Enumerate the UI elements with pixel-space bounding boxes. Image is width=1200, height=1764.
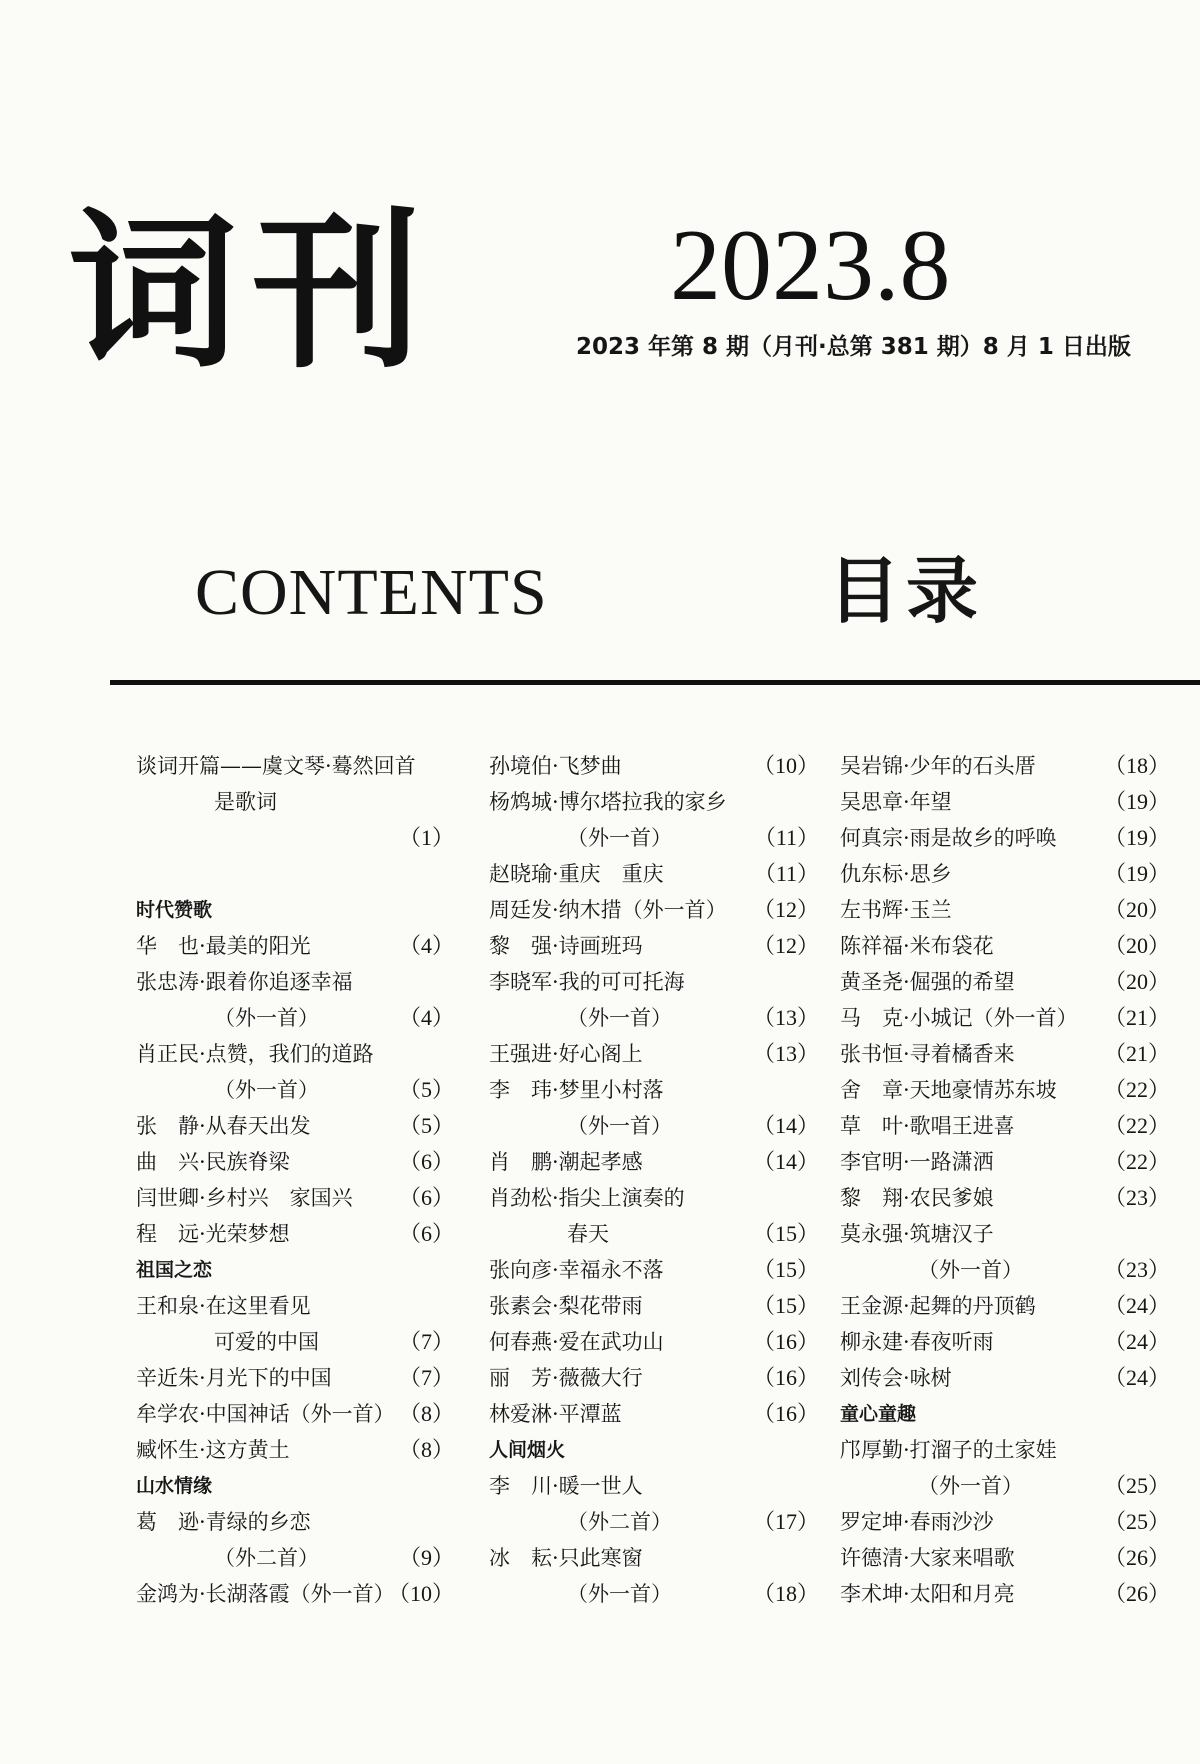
entry-page-number: （19）: [1103, 825, 1170, 850]
toc-entry: [136, 856, 454, 892]
toc-entry: [489, 1252, 819, 1288]
entry-title: 张向彦·幸福永不落: [489, 1258, 664, 1282]
entry-page-number: （9）: [398, 1545, 454, 1570]
entry-page-number: （8）: [398, 1437, 454, 1462]
toc-entry: [840, 1324, 1170, 1360]
entry-page-number: （5）: [398, 1077, 454, 1102]
entry-page-number: （18）: [1103, 753, 1170, 778]
toc-entry: [489, 1072, 819, 1108]
toc-section-heading: [136, 1252, 454, 1288]
entry-title: （外一首）: [918, 1258, 1023, 1282]
toc-section-heading: [489, 1432, 819, 1468]
toc-entry: [136, 1144, 454, 1180]
entry-title: 李术坤·太阳和月亮: [840, 1582, 1015, 1606]
toc-entry: [136, 1432, 454, 1468]
toc-entry: [489, 1360, 819, 1396]
toc-entry: [489, 1000, 819, 1036]
toc-entry: [840, 1540, 1170, 1576]
entry-title: 冰 耘·只此寒窗: [489, 1546, 643, 1570]
magazine-title: 词刊: [68, 194, 437, 392]
toc-entry: [840, 1108, 1170, 1144]
entry-title: 臧怀生·这方黄土: [136, 1438, 290, 1462]
toc-entry: [489, 1324, 819, 1360]
toc-entry: [136, 1540, 454, 1576]
entry-title: 王和泉·在这里看见: [136, 1294, 311, 1318]
entry-page-number: （13）: [752, 1041, 819, 1066]
entry-title: 左书辉·玉兰: [840, 898, 952, 922]
toc-entry: [136, 964, 454, 1000]
entry-page-number: （16）: [752, 1401, 819, 1426]
entry-page-number: （21）: [1103, 1005, 1170, 1030]
entry-title: 邝厚勤·打溜子的土家娃: [840, 1438, 1057, 1462]
toc-entry: [136, 1576, 454, 1612]
toc-entry: [489, 856, 819, 892]
toc-entry: [840, 1468, 1170, 1504]
entry-title: 李 川·暖一世人: [489, 1474, 643, 1498]
entry-title: 黄圣尧·倔强的希望: [840, 970, 1015, 994]
entry-page-number: （19）: [1103, 789, 1170, 814]
entry-title: 刘传会·咏树: [840, 1366, 952, 1390]
entry-page-number: （6）: [398, 1149, 454, 1174]
toc-entry: [136, 928, 454, 964]
entry-title: 黎 翔·农民爹娘: [840, 1186, 994, 1210]
toc-entry: [489, 820, 819, 856]
toc-entry: [840, 1180, 1170, 1216]
toc-entry: [136, 1108, 454, 1144]
toc-entry: [840, 928, 1170, 964]
entry-page-number: （24）: [1103, 1293, 1170, 1318]
toc-entry: [489, 1540, 819, 1576]
toc-entry: [489, 748, 819, 784]
toc-column-1: [136, 748, 454, 1612]
entry-title: 柳永建·春夜听雨: [840, 1330, 994, 1354]
toc-entry: [840, 748, 1170, 784]
entry-page-number: （7）: [398, 1329, 454, 1354]
toc-entry: [840, 1252, 1170, 1288]
toc-entry: [489, 964, 819, 1000]
entry-title: （外一首）: [567, 1114, 672, 1138]
toc-entry: [136, 1000, 454, 1036]
toc-entry: [840, 892, 1170, 928]
entry-page-number: （26）: [1103, 1545, 1170, 1570]
toc-entry: [136, 1180, 454, 1216]
entry-page-number: （10）: [752, 753, 819, 778]
section-title: 人间烟火: [489, 1439, 566, 1461]
entry-title: （外一首）: [214, 1078, 319, 1102]
header-divider: [110, 680, 1200, 685]
entry-title: 林爱淋·平潭蓝: [489, 1402, 622, 1426]
entry-page-number: （13）: [752, 1005, 819, 1030]
toc-entry: [489, 1504, 819, 1540]
section-title: 山水情缘: [136, 1475, 213, 1497]
entry-title: 何真宗·雨是故乡的呼唤: [840, 826, 1057, 850]
entry-page-number: （12）: [752, 933, 819, 958]
entry-page-number: （8）: [398, 1401, 454, 1426]
entry-page-number: （26）: [1103, 1581, 1170, 1606]
entry-title: 马 克·小城记（外一首）: [840, 1006, 1078, 1030]
issue-publication-line: 2023 年第 8 期（月刊·总第 381 期）8 月 1 日出版: [576, 334, 1131, 360]
entry-page-number: （22）: [1103, 1077, 1170, 1102]
entry-page-number: （11）: [753, 825, 819, 850]
entry-title: 肖正民·点赞，我们的道路: [136, 1042, 374, 1066]
entry-page-number: （4）: [398, 1005, 454, 1030]
entry-page-number: （21）: [1103, 1041, 1170, 1066]
toc-entry: [136, 1324, 454, 1360]
toc-entry: [136, 784, 454, 820]
entry-title: 程 远·光荣梦想: [136, 1222, 290, 1246]
toc-entry: [136, 1036, 454, 1072]
toc-entry: [840, 1072, 1170, 1108]
entry-page-number: （20）: [1103, 897, 1170, 922]
entry-page-number: （1）: [398, 825, 454, 850]
toc-entry: [840, 964, 1170, 1000]
entry-page-number: （14）: [752, 1113, 819, 1138]
entry-title: 罗定坤·春雨沙沙: [840, 1510, 994, 1534]
entry-title: 辛近朱·月光下的中国: [136, 1366, 332, 1390]
entry-title: 周廷发·纳木措（外一首）: [489, 898, 727, 922]
toc-entry: [840, 856, 1170, 892]
entry-page-number: （20）: [1103, 933, 1170, 958]
entry-page-number: （12）: [752, 897, 819, 922]
entry-title: 曲 兴·民族脊梁: [136, 1150, 290, 1174]
toc-entry: [489, 892, 819, 928]
entry-title: 赵晓瑜·重庆 重庆: [489, 862, 664, 886]
entry-title: 李 玮·梦里小村落: [489, 1078, 664, 1102]
toc-entry: [136, 1396, 454, 1432]
entry-title: 牟学农·中国神话（外一首）: [136, 1402, 395, 1426]
entry-page-number: （6）: [398, 1221, 454, 1246]
entry-page-number: （4）: [398, 933, 454, 958]
toc-entry: [489, 1468, 819, 1504]
contents-heading-chinese: 目录: [828, 549, 985, 633]
entry-title: （外一首）: [567, 1006, 672, 1030]
toc-entry: [840, 784, 1170, 820]
entry-page-number: （10）: [387, 1581, 454, 1606]
entry-page-number: （17）: [752, 1509, 819, 1534]
section-title: 祖国之恋: [136, 1259, 213, 1281]
entry-page-number: （5）: [398, 1113, 454, 1138]
toc-column-3: [840, 748, 1170, 1612]
toc-entry: [489, 928, 819, 964]
entry-title: （外二首）: [214, 1546, 319, 1570]
toc-entry: [136, 820, 454, 856]
entry-page-number: （25）: [1103, 1509, 1170, 1534]
entry-title: （外一首）: [214, 1006, 319, 1030]
entry-title: 丽 芳·薇薇大行: [489, 1366, 643, 1390]
section-title: 童心童趣: [840, 1403, 917, 1425]
toc-entry: [489, 1180, 819, 1216]
entry-title: （外二首）: [567, 1510, 672, 1534]
toc-entry: [136, 1504, 454, 1540]
entry-page-number: （7）: [398, 1365, 454, 1390]
toc-entry: [136, 1216, 454, 1252]
toc-section-heading: [136, 1468, 454, 1504]
entry-page-number: （24）: [1103, 1329, 1170, 1354]
entry-title: 何春燕·爱在武功山: [489, 1330, 664, 1354]
entry-page-number: （16）: [752, 1365, 819, 1390]
entry-title: 莫永强·筑塘汉子: [840, 1222, 994, 1246]
entry-title: 陈祥福·米布袋花: [840, 934, 994, 958]
toc-entry: [136, 1072, 454, 1108]
entry-title: 张素会·梨花带雨: [489, 1294, 643, 1318]
entry-title: 吴思章·年望: [840, 790, 952, 814]
entry-page-number: （23）: [1103, 1185, 1170, 1210]
entry-title: 李晓军·我的可可托海: [489, 970, 685, 994]
entry-title: 谈词开篇——虞文琴·蓦然回首: [136, 754, 416, 778]
toc-entry: [489, 1576, 819, 1612]
toc-entry: [489, 1108, 819, 1144]
toc-entry: [489, 784, 819, 820]
toc-entry: [840, 1144, 1170, 1180]
entry-title: 可爱的中国: [214, 1330, 319, 1354]
entry-title: 王强进·好心阁上: [489, 1042, 643, 1066]
toc-entry: [489, 1216, 819, 1252]
entry-title: 华 也·最美的阳光: [136, 934, 311, 958]
toc-section-heading: [136, 892, 454, 928]
entry-page-number: （11）: [753, 861, 819, 886]
toc-entry: [840, 1288, 1170, 1324]
toc-entry: [840, 1504, 1170, 1540]
toc-entry: [840, 1036, 1170, 1072]
entry-page-number: （19）: [1103, 861, 1170, 886]
entry-title: 草 叶·歌唱王进喜: [840, 1114, 1015, 1138]
toc-entry: [840, 1360, 1170, 1396]
entry-title: 王金源·起舞的丹顶鹤: [840, 1294, 1036, 1318]
entry-title: 李官明·一路潇洒: [840, 1150, 994, 1174]
toc-column-2: [489, 748, 819, 1612]
toc-entry: [136, 1288, 454, 1324]
issue-number: 2023.8: [670, 209, 951, 322]
entry-title: （外一首）: [567, 1582, 672, 1606]
entry-title: 许德清·大家来唱歌: [840, 1546, 1015, 1570]
entry-page-number: （23）: [1103, 1257, 1170, 1282]
entry-title: 张书恒·寻着橘香来: [840, 1042, 1015, 1066]
entry-title: 吴岩锦·少年的石头厝: [840, 754, 1036, 778]
section-title: 时代赞歌: [136, 899, 213, 921]
entry-page-number: （25）: [1103, 1473, 1170, 1498]
entry-page-number: （14）: [752, 1149, 819, 1174]
toc-entry: [136, 748, 454, 784]
entry-page-number: （15）: [752, 1221, 819, 1246]
entry-title: 张忠涛·跟着你追逐幸福: [136, 970, 353, 994]
entry-title: （外一首）: [918, 1474, 1023, 1498]
entry-title: 闫世卿·乡村兴 家国兴: [136, 1186, 353, 1210]
toc-entry: [136, 1360, 454, 1396]
entry-title: 仇东标·思乡: [840, 862, 952, 886]
entry-title: 是歌词: [214, 790, 277, 814]
entry-page-number: （16）: [752, 1329, 819, 1354]
entry-page-number: （24）: [1103, 1365, 1170, 1390]
entry-title: 孙境伯·飞梦曲: [489, 754, 622, 778]
entry-title: （外一首）: [567, 826, 672, 850]
entry-title: 肖劲松·指尖上演奏的: [489, 1186, 685, 1210]
entry-title: 肖 鹏·潮起孝感: [489, 1150, 643, 1174]
toc-entry: [840, 1216, 1170, 1252]
entry-title: 葛 逊·青绿的乡恋: [136, 1510, 311, 1534]
toc-section-heading: [840, 1396, 1170, 1432]
entry-title: 春天: [567, 1222, 609, 1246]
toc-entry: [489, 1144, 819, 1180]
toc-entry: [489, 1396, 819, 1432]
entry-page-number: （15）: [752, 1293, 819, 1318]
entry-page-number: （22）: [1103, 1149, 1170, 1174]
entry-page-number: （20）: [1103, 969, 1170, 994]
toc-entry: [489, 1036, 819, 1072]
entry-title: 张 静·从春天出发: [136, 1114, 311, 1138]
toc-entry: [840, 1000, 1170, 1036]
entry-page-number: （15）: [752, 1257, 819, 1282]
toc-entry: [840, 820, 1170, 856]
entry-page-number: （18）: [752, 1581, 819, 1606]
entry-page-number: （6）: [398, 1185, 454, 1210]
contents-heading-english: CONTENTS: [195, 556, 548, 629]
entry-title: 金鸿为·长湖落霞（外一首）: [136, 1582, 395, 1606]
entry-title: 黎 强·诗画班玛: [489, 934, 643, 958]
entry-page-number: （22）: [1103, 1113, 1170, 1138]
toc-entry: [840, 1576, 1170, 1612]
entry-title: 舍 章·天地豪情苏东坡: [840, 1078, 1057, 1102]
toc-entry: [489, 1288, 819, 1324]
toc-entry: [840, 1432, 1170, 1468]
entry-title: 杨鸩城·博尔塔拉我的家乡: [489, 790, 727, 814]
